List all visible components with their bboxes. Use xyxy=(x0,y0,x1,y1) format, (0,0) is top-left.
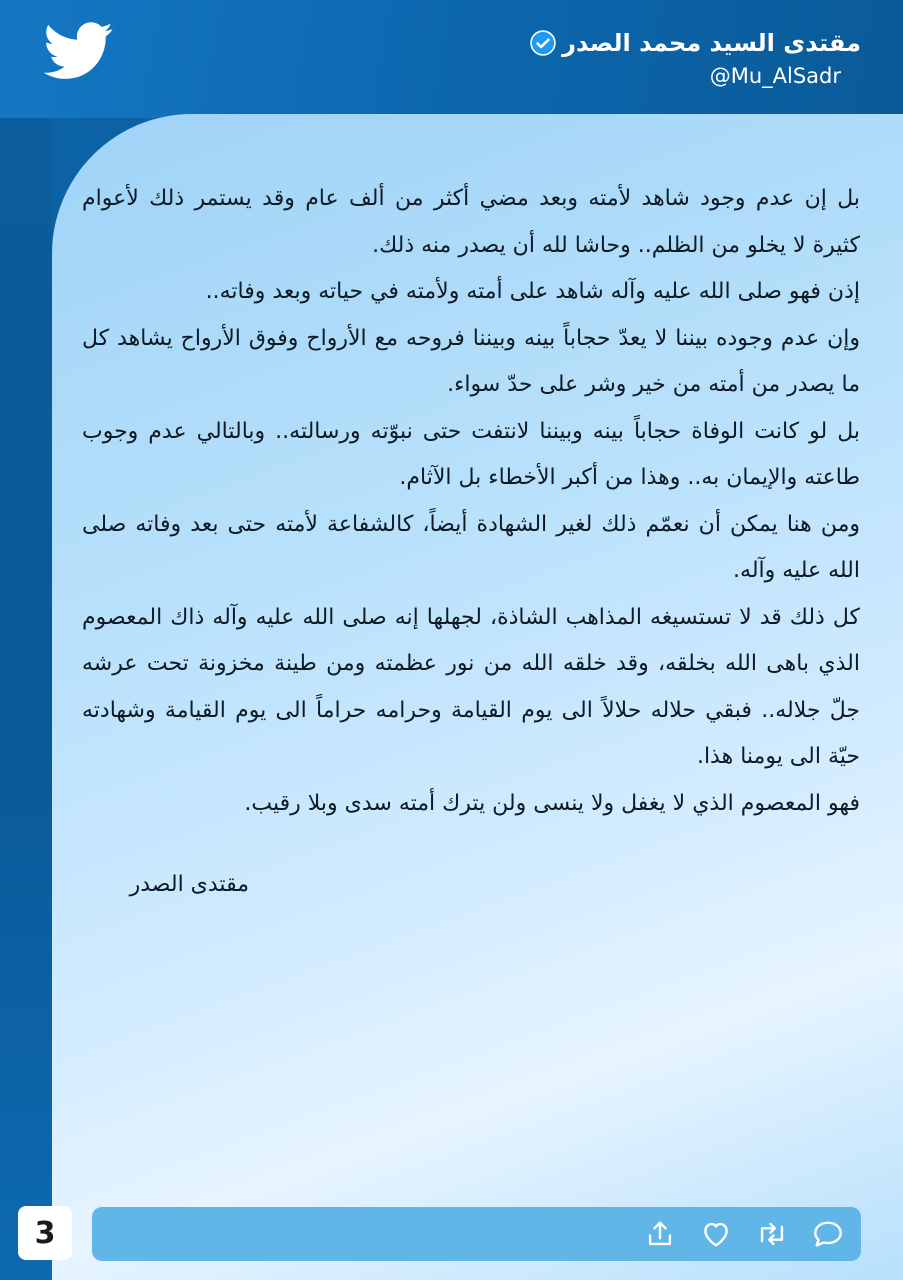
action-bar xyxy=(92,1207,861,1261)
paragraph: كل ذلك قد لا تستسيغه المذاهب الشاذة، لجهلها إنه صلى الله عليه وآله ذاك المعصوم الذي باهى الله بخلقه، وقد خلقه الله من نور عظمته ومن طينة مخزونة تحت عرشه جلّ جلاله.. فبقي حلاله حلالاً الى يوم القيامة وحرامه حراماً الى يوم القيامة وشهادته حيّة الى يومنا هذا. xyxy=(82,604,860,769)
signature: مقتدى الصدر xyxy=(129,872,249,897)
display-name[interactable]: مقتدى السيد محمد الصدر xyxy=(562,29,861,57)
twitter-bird-icon xyxy=(44,22,114,80)
reply-icon[interactable] xyxy=(811,1217,845,1251)
retweet-icon[interactable] xyxy=(755,1217,789,1251)
paragraph: فهو المعصوم الذي لا يغفل ولا ينسى ولن يترك أمته سدى وبلا رقيب. xyxy=(244,790,860,816)
account-name-row xyxy=(530,26,861,60)
like-icon[interactable] xyxy=(699,1217,733,1251)
share-icon[interactable] xyxy=(643,1217,677,1251)
paragraph: ومن هنا يمكن أن نعمّم ذلك لغير الشهادة أيضاً، كالشفاعة لأمته حتى بعد وفاته صلى الله عليه وآله. xyxy=(82,511,860,583)
paragraph: إذن فهو صلى الله عليه وآله شاهد على أمته ولأمته في حياته وبعد وفاته.. xyxy=(205,279,860,304)
post-body xyxy=(82,176,860,827)
paragraph: بل لو كانت الوفاة حجاباً بينه وبيننا لانتفت حتى نبوّته ورسالته.. وبالتالي عدم وجوب طاعته والإيمان به.. وهذا من أكبر الأخطاء بل الآثام. xyxy=(82,418,860,490)
paragraph: وإن عدم وجوده بيننا لا يعدّ حجاباً بينه وبيننا فروحه مع الأرواح وفوق الأرواح يشاهد كل ما يصدر من أمته من خير وشر على حدّ سواء. xyxy=(82,325,860,397)
side-strip xyxy=(0,0,52,1280)
account-handle[interactable]: @Mu_AlSadr xyxy=(709,64,841,88)
paragraph: بل إن عدم وجود شاهد لأمته وبعد مضي أكثر من ألف عام وقد يستمر ذلك لأعوام كثيرة لا يخلو من الظلم.. وحاشا لله أن يصدر منه ذلك. xyxy=(82,186,860,258)
page-number: 3 xyxy=(18,1206,72,1260)
verified-badge-icon xyxy=(530,30,556,56)
action-icons xyxy=(643,1207,845,1261)
